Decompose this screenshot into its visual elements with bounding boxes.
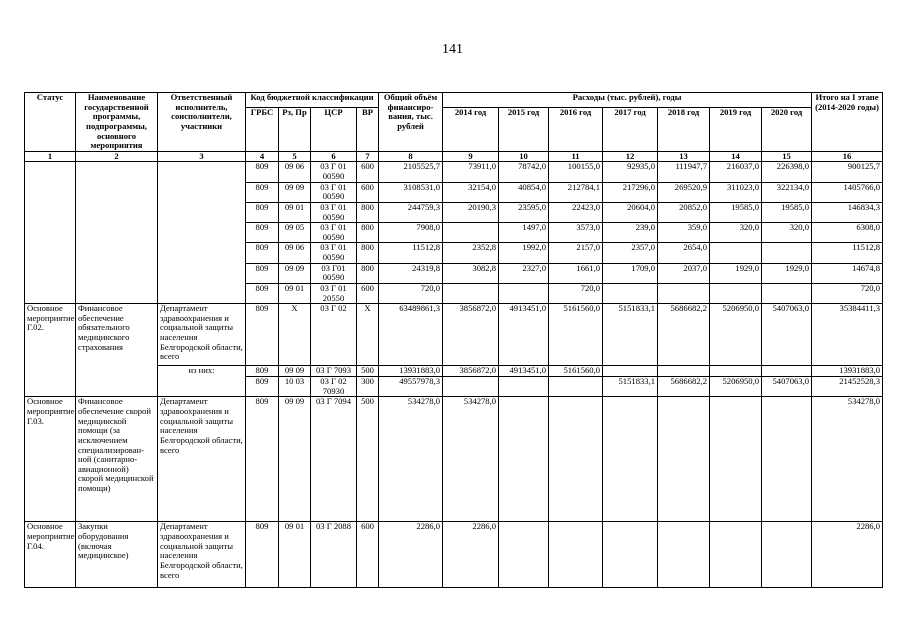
cell-year-value: [710, 283, 762, 303]
cell-stage-total: 900125,7: [812, 162, 883, 182]
cell-year-value: [549, 397, 603, 522]
cell-name: Закупки оборудования (включая медицинское): [76, 522, 158, 588]
table-row: [25, 522, 883, 588]
cell-csr: 03 Г 01 20550: [311, 283, 357, 303]
cell-year-value: [710, 366, 762, 377]
cell-year-value: 5206950,0: [710, 304, 762, 366]
cell-year-value: 212784,1: [549, 182, 603, 202]
cell-year-value: 22423,0: [549, 202, 603, 222]
cell-year-value: 5686682,2: [658, 304, 710, 366]
cell-status: Основное мероприятие Г.04.: [25, 522, 76, 588]
cell-year-value: [762, 522, 812, 588]
cell-year-value: 2037,0: [658, 263, 710, 283]
cell-year-value: 1929,0: [762, 263, 812, 283]
cell-year-value: 20604,0: [603, 202, 658, 222]
cell-year-value: 1661,0: [549, 263, 603, 283]
header-year: 2016 год: [549, 107, 603, 151]
cell-total: 2105525,7: [379, 162, 443, 182]
cell-year-value: 20852,0: [658, 202, 710, 222]
cell-rzpr: 09 09: [279, 182, 311, 202]
cell-status: Основное мероприятие Г.02.: [25, 304, 76, 397]
cell-csr: 03 Г 7094: [311, 397, 357, 522]
cell-vr: 600: [357, 522, 379, 588]
cell-grbs: 809: [246, 377, 279, 397]
header-name: Наименование государственной программы, подпрограммы, основного мероприятия: [76, 93, 158, 152]
cell-year-value: [603, 397, 658, 522]
cell-year-value: [710, 522, 762, 588]
column-number: 15: [762, 151, 812, 162]
cell-year-value: [762, 366, 812, 377]
cell-year-value: [762, 397, 812, 522]
cell-grbs: 809: [246, 202, 279, 222]
column-number: 7: [357, 151, 379, 162]
header-year: 2020 год: [762, 107, 812, 151]
cell-year-value: [658, 522, 710, 588]
cell-year-value: 3573,0: [549, 223, 603, 243]
table-row: [25, 162, 883, 182]
cell-stage-total: 534278,0: [812, 397, 883, 522]
cell-year-value: 5161560,0: [549, 304, 603, 366]
cell-csr: 03 Г 02 70930: [311, 377, 357, 397]
cell-total: 11512,8: [379, 243, 443, 263]
header-year: 2017 год: [603, 107, 658, 151]
cell-year-value: [499, 397, 549, 522]
cell-year-value: 5206950,0: [710, 377, 762, 397]
cell-year-value: 5151833,1: [603, 377, 658, 397]
cell-stage-total: 11512,8: [812, 243, 883, 263]
header-budget-code: Код бюджетной классификации: [246, 93, 379, 108]
cell-csr: 03 Г 02: [311, 304, 357, 366]
cell-year-value: 217296,0: [603, 182, 658, 202]
cell-executor: Департамент здравоохранения и социальной защиты населения Белгородской области, всего: [158, 304, 246, 366]
cell-year-value: 720,0: [549, 283, 603, 303]
column-number: 6: [311, 151, 357, 162]
cell-stage-total: 21452528,3: [812, 377, 883, 397]
header-rzpr: Рз, Пр: [279, 107, 311, 151]
cell-vr: Х: [357, 304, 379, 366]
cell-year-value: 311023,0: [710, 182, 762, 202]
cell-rzpr: 09 06: [279, 162, 311, 182]
cell-year-value: 2327,0: [499, 263, 549, 283]
cell-year-value: [603, 366, 658, 377]
column-number: 11: [549, 151, 603, 162]
cell-year-value: [549, 377, 603, 397]
cell-grbs: 809: [246, 243, 279, 263]
cell-year-value: 3856872,0: [443, 304, 499, 366]
cell-year-value: 2157,0: [549, 243, 603, 263]
cell-rzpr: 09 01: [279, 283, 311, 303]
cell-executor: Департамент здравоохранения и социальной защиты населения Белгородской области, всего: [158, 397, 246, 522]
cell-year-value: [603, 522, 658, 588]
cell-total: 24319,8: [379, 263, 443, 283]
cell-rzpr: 09 09: [279, 366, 311, 377]
cell-grbs: 809: [246, 397, 279, 522]
cell-rzpr: 09 01: [279, 522, 311, 588]
cell-year-value: 32154,0: [443, 182, 499, 202]
cell-csr: 03 Г 01 00590: [311, 182, 357, 202]
column-number: 10: [499, 151, 549, 162]
cell-total: 534278,0: [379, 397, 443, 522]
cell-grbs: 809: [246, 182, 279, 202]
header-year: 2018 год: [658, 107, 710, 151]
table-body: [25, 162, 883, 588]
column-number-row: [25, 151, 883, 162]
cell-year-value: 322134,0: [762, 182, 812, 202]
cell-vr: 500: [357, 397, 379, 522]
header-total-volume: Общий объём финансиро-вания, тыс. рублей: [379, 93, 443, 152]
cell-stage-total: 6308,0: [812, 223, 883, 243]
cell-total: 63489861,3: [379, 304, 443, 366]
cell-year-value: 2654,0: [658, 243, 710, 263]
cell-year-value: [499, 283, 549, 303]
cell-of-which: из них:: [158, 366, 246, 397]
cell-year-value: 19585,0: [710, 202, 762, 222]
cell-year-value: 2357,0: [603, 243, 658, 263]
cell-vr: 800: [357, 202, 379, 222]
cell-total: 49557978,3: [379, 377, 443, 397]
cell-year-value: [762, 283, 812, 303]
cell-stage-total: 14674,8: [812, 263, 883, 283]
cell-year-value: 239,0: [603, 223, 658, 243]
cell-total: 13931883,0: [379, 366, 443, 377]
cell-name: [76, 162, 158, 304]
cell-year-value: [549, 522, 603, 588]
cell-year-value: [710, 397, 762, 522]
cell-year-value: 320,0: [762, 223, 812, 243]
cell-name: Финансовое обеспечение обязательного медицинского страхования: [76, 304, 158, 397]
cell-grbs: 809: [246, 366, 279, 377]
cell-rzpr: 10 03: [279, 377, 311, 397]
cell-year-value: 111947,7: [658, 162, 710, 182]
cell-year-value: 534278,0: [443, 397, 499, 522]
cell-stage-total: 2286,0: [812, 522, 883, 588]
cell-year-value: 23595,0: [499, 202, 549, 222]
cell-stage-total: 146834,3: [812, 202, 883, 222]
column-number: 5: [279, 151, 311, 162]
cell-year-value: 100155,0: [549, 162, 603, 182]
cell-year-value: 2286,0: [443, 522, 499, 588]
cell-year-value: 3082,8: [443, 263, 499, 283]
cell-grbs: 809: [246, 304, 279, 366]
cell-csr: 03 Г01 00590: [311, 263, 357, 283]
header-grbs: ГРБС: [246, 107, 279, 151]
cell-total: 2286,0: [379, 522, 443, 588]
cell-year-value: [658, 366, 710, 377]
cell-stage-total: 720,0: [812, 283, 883, 303]
cell-vr: 500: [357, 366, 379, 377]
cell-stage-total: 35384411,3: [812, 304, 883, 366]
header-year: 2014 год: [443, 107, 499, 151]
cell-total: 244759,3: [379, 202, 443, 222]
cell-csr: 03 Г 01 00590: [311, 202, 357, 222]
cell-total: 7908,0: [379, 223, 443, 243]
cell-year-value: 5161560,0: [549, 366, 603, 377]
column-number: 2: [76, 151, 158, 162]
cell-grbs: 809: [246, 223, 279, 243]
cell-year-value: [499, 377, 549, 397]
cell-grbs: 809: [246, 522, 279, 588]
cell-vr: 600: [357, 283, 379, 303]
cell-year-value: 216037,0: [710, 162, 762, 182]
cell-year-value: 5686682,2: [658, 377, 710, 397]
cell-rzpr: 09 06: [279, 243, 311, 263]
cell-year-value: 5407063,0: [762, 377, 812, 397]
cell-vr: 800: [357, 223, 379, 243]
cell-year-value: 40854,0: [499, 182, 549, 202]
cell-year-value: 4913451,0: [499, 304, 549, 366]
header-vr: ВР: [357, 107, 379, 151]
cell-csr: 03 Г 01 00590: [311, 223, 357, 243]
header-csr: ЦСР: [311, 107, 357, 151]
cell-rzpr: 09 09: [279, 397, 311, 522]
cell-vr: 800: [357, 243, 379, 263]
cell-vr: 600: [357, 182, 379, 202]
cell-rzpr: 09 09: [279, 263, 311, 283]
cell-csr: 03 Г 7093: [311, 366, 357, 377]
cell-name: Финансовое обеспечение скорой медицинской помощи (за исключением специализирован-ной (санитарно-авиационной) скорой медицинской помощи): [76, 397, 158, 522]
cell-executor: [158, 162, 246, 304]
cell-year-value: 73911,0: [443, 162, 499, 182]
cell-year-value: 20190,3: [443, 202, 499, 222]
cell-year-value: 2352,8: [443, 243, 499, 263]
column-number: 9: [443, 151, 499, 162]
cell-year-value: [603, 283, 658, 303]
cell-year-value: [443, 283, 499, 303]
budget-table: [24, 92, 883, 588]
cell-stage-total: 13931883,0: [812, 366, 883, 377]
cell-csr: 03 Г 01 00590: [311, 162, 357, 182]
column-number: 16: [812, 151, 883, 162]
column-number: 1: [25, 151, 76, 162]
cell-year-value: 19585,0: [762, 202, 812, 222]
column-number: 4: [246, 151, 279, 162]
column-number: 13: [658, 151, 710, 162]
cell-status: Основное мероприятие Г.03.: [25, 397, 76, 522]
header-year: 2019 год: [710, 107, 762, 151]
cell-total: 720,0: [379, 283, 443, 303]
table-row: [25, 397, 883, 522]
cell-year-value: 5151833,1: [603, 304, 658, 366]
cell-year-value: 320,0: [710, 223, 762, 243]
cell-csr: 03 Г 2088: [311, 522, 357, 588]
table-row: [25, 304, 883, 366]
cell-year-value: [762, 243, 812, 263]
cell-status: [25, 162, 76, 304]
cell-rzpr: 09 01: [279, 202, 311, 222]
cell-grbs: 809: [246, 162, 279, 182]
cell-rzpr: 09 05: [279, 223, 311, 243]
cell-year-value: 269520,9: [658, 182, 710, 202]
cell-year-value: 5407063,0: [762, 304, 812, 366]
cell-year-value: [443, 223, 499, 243]
column-number: 3: [158, 151, 246, 162]
cell-vr: 300: [357, 377, 379, 397]
cell-year-value: 3856872,0: [443, 366, 499, 377]
cell-total: 3108531,0: [379, 182, 443, 202]
cell-year-value: 226398,0: [762, 162, 812, 182]
page-number: 141: [442, 42, 463, 57]
header-status: Статус: [25, 93, 76, 152]
cell-executor: Департамент здравоохранения и социальной защиты населения Белгородской области, всего: [158, 522, 246, 588]
header-stage-total: Итого на I этапе (2014-2020 годы): [812, 93, 883, 152]
cell-vr: 800: [357, 263, 379, 283]
cell-year-value: 1709,0: [603, 263, 658, 283]
cell-vr: 600: [357, 162, 379, 182]
header-executor: Ответственный исполнитель, соисполнители, участники: [158, 93, 246, 152]
cell-year-value: 359,0: [658, 223, 710, 243]
cell-grbs: 809: [246, 263, 279, 283]
cell-year-value: [658, 397, 710, 522]
column-number: 14: [710, 151, 762, 162]
column-number: 8: [379, 151, 443, 162]
cell-year-value: [710, 243, 762, 263]
header-expenses: Расходы (тыс. рублей), годы: [443, 93, 812, 108]
cell-year-value: [658, 283, 710, 303]
cell-year-value: 92935,0: [603, 162, 658, 182]
column-number: 12: [603, 151, 658, 162]
cell-year-value: 4913451,0: [499, 366, 549, 377]
cell-year-value: 1497,0: [499, 223, 549, 243]
cell-csr: 03 Г 01 00590: [311, 243, 357, 263]
cell-year-value: 1992,0: [499, 243, 549, 263]
cell-rzpr: Х: [279, 304, 311, 366]
header-year: 2015 год: [499, 107, 549, 151]
cell-year-value: 1929,0: [710, 263, 762, 283]
cell-year-value: [443, 377, 499, 397]
cell-year-value: [499, 522, 549, 588]
cell-year-value: 78742,0: [499, 162, 549, 182]
cell-stage-total: 1405766,0: [812, 182, 883, 202]
cell-grbs: 809: [246, 283, 279, 303]
